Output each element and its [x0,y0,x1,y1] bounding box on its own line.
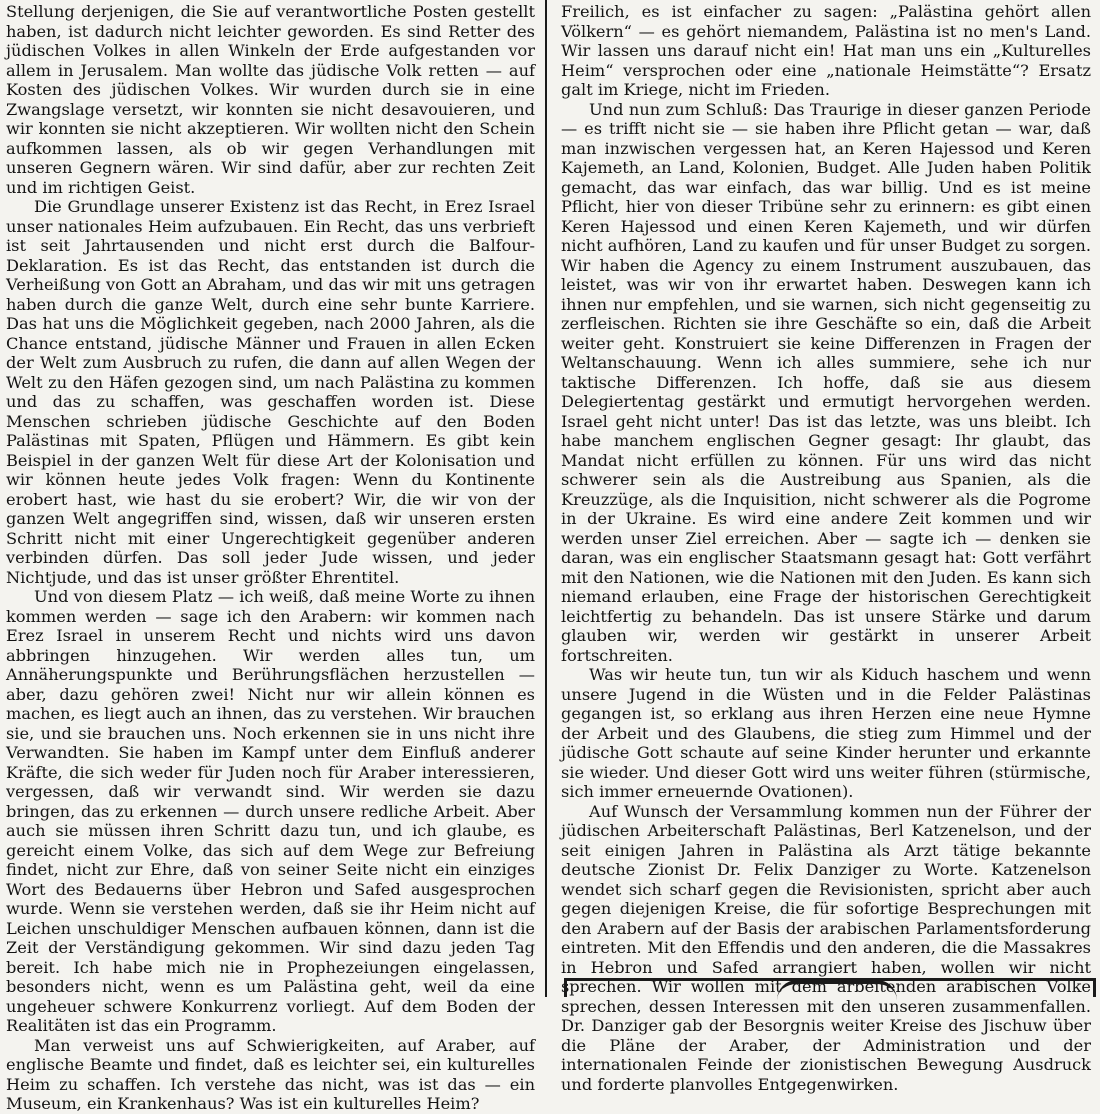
paragraph: Was wir heute tun, tun wir als Kiduch haschem und wenn unsere Jugend in die Wüsten und in die Felder Palästinas gegangen ist, so erklang aus ihren Herzen eine neue Hymne der Arbeit und des Glaubens, die stieg zum Himmel und der jüdische Gott schaute auf seine Kinder herunter und erkannte sie wieder. Und dieser Gott wird uns weiter führen (stürmische, sich immer erneuernde Ovationen). [561,665,1091,801]
paragraph: Stellung derjenigen, die Sie auf verantwortliche Posten gestellt haben, ist dadurch nicht leichter geworden. Es sind Retter des jüdischen Volkes in allen Winkeln der Erde aufgestanden vor allem in Jerusalem. Man wollte das jüdische Volk retten — auf Kosten des jüdischen Volkes. Wir wurden durch sie in eine Zwangslage versetzt, wir konnten sie nicht desavouieren, und wir konnten sie nicht akzeptieren. Wir wollten nicht den Schein aufkommen lassen, als ob wir gegen Verhandlungen mit unseren Gegnern wären. Wir sind dafür, aber zur rechten Zeit und im richtigen Geist. [6,2,535,197]
paragraph: Und nun zum Schluß: Das Traurige in dieser ganzen Periode — es trifft nicht sie — sie haben ihre Pflicht getan — war, daß man inzwischen vergessen hat, an Keren Hajessod und Keren Kajemeth, an Land, Kolonien, Budget. Alle Juden haben Politik gemacht, das war einfach, das war billig. Und es ist meine Pflicht, hier von dieser Tribüne sehr zu erinnern: es gibt einen Keren Hajessod und einen Keren Kajemeth, und wir dürfen nicht aufhören, Land zu kaufen und für unser Budget zu sorgen. Wir haben die Agency zu einem Instrument auszubauen, das leistet, was wir von ihr erwartet haben. Deswegen kann ich ihnen nur empfehlen, und sie warnen, sich nicht gegenseitig zu zerfleischen. Richten sie ihre Geschäfte so ein, daß die Arbeit weiter geht. Konstruiert sie keine Differenzen in Fragen der Weltanschauung. Wenn ich alles summiere, sehe ich nur taktische Differenzen. Ich hoffe, daß sie aus diesem Delegiertentag gestärkt und ermutigt hervorgehen werden. Israel geht nicht unter! Das ist das letzte, was uns bleibt. Ich habe manchem englischen Gegner gesagt: Ihr glaubt, das Mandat nicht erfüllen zu können. Für uns wird das nicht schwerer sein als die Austreibung aus Spanien, als die Kreuzzüge, als die Inquisition, nicht schwerer als die Pogrome in der Ukraine. Es wird eine andere Zeit kommen und wir werden unser Ziel erreichen. Aber — sagte ich — denken sie daran, was ein englischer Staatsmann gesagt hat: Gott verfährt mit den Nationen, wie die Nationen mit den Juden. Es kann sich niemand erlauben, eine Frage der historischen Gerechtigkeit leichtfertig zu behandeln. Das ist unsere Stärke und darum glauben wir, werden wir gestärkt in unserer Arbeit fortschreiten. [561,99,1091,665]
paragraph: Die Grundlage unserer Existenz ist das Recht, in Erez Israel unser nationales Heim aufzubauen. Ein Recht, das uns verbrieft ist seit Jahrtausenden und nicht erst durch die Balfour-Deklaration. Es ist das Recht, das entstanden ist durch die Verheißung von Gott an Abraham, und das wir mit uns getragen haben durch die ganze Welt, durch eine sehr bunte Karriere. Das hat uns die Möglichkeit gegeben, nach 2000 Jahren, als die Chance entstand, jüdische Männer und Frauen in allen Ecken der Welt zum Ausbruch zu rufen, die dann auf allen Wegen der Welt zu den Häfen gezogen sind, um nach Palästina zu kommen und das zu schaffen, was geschaffen worden ist. Diese Menschen schrieben jüdische Geschichte auf den Boden Palästinas mit Spaten, Pflügen und Hämmern. Es gibt kein Beispiel in der ganzen Welt für diese Art der Kolonisation und wir können heute jedes Volk fragen: Wenn du Kontinente erobert hast, wie hast du sie erobert? Wir, die wir von der ganzen Welt angegriffen sind, wissen, daß wir unseren ersten Schritt nicht mit einer Ungerechtigkeit gegenüber anderen verbinden dürfen. Das soll jeder Jude wissen, und jeder Nichtjude, und das ist unser größter Ehrentitel. [6,197,535,587]
paragraph: Freilich, es ist einfacher zu sagen: „Palästina gehört allen Völkern“ — es gehört niemandem, Palästina ist no men's Land. Wir lassen uns darauf nicht ein! Hat man uns ein „Kulturelles Heim“ versprochen oder eine „nationale Heimstätte“? Ersatz galt im Kriege, nicht im Frieden. [561,2,1091,99]
ornament-arc [777,980,897,1000]
paragraph: Auf Wunsch der Versammlung kommen nun der Führer der jüdischen Arbeiterschaft Palästinas, Berl Katzenelson, und der seit einigen Jahren in Palästina als Arzt tätige bekannte deutsche Zionist Dr. Felix Danziger zu Worte. Katzenelson wendet sich scharf gegen die Revisionisten, spricht aber auch gegen diejenigen Kreise, die für sofortige Besprechungen mit den Arabern auf der Basis der arabischen Parlamentsforderung eintreten. Mit den Effendis und den anderen, die die Massakres in Hebron und Safed arrangiert haben, wollen wir nicht sprechen. Wir wollen mit dem arbeitenden arabischen Volke sprechen, dessen Interessen mit den unseren zusammenfallen. Dr. Danziger gab der Besorgnis weiter Kreise des Jischuw über die Pläne der Araber, der Administration und der internationalen Feinde der zionistischen Bewegung Ausdruck und forderte planvolles Entgegenwirken. [561,801,1091,1094]
paragraph: Und von diesem Platz — ich weiß, daß meine Worte zu ihnen kommen werden — sage ich den Arabern: wir kommen nach Erez Israel in unserem Recht und nichts wird uns davon abbringen hinzugehen. Wir werden alles tun, um Annäherungspunkte und Berührungsflächen herzustellen — aber, dazu gehören zwei! Nicht nur wir allein können es machen, es liegt auch an ihnen, das zu verstehen. Wir brauchen sie, und sie brauchen uns. Noch erkennen sie in uns nicht ihre Verwandten. Sie haben im Kampf unter dem Einfluß anderer Kräfte, die sich weder für Juden noch für Araber interessieren, vergessen, daß wir verwandt sind. Wir werden sie dazu bringen, das zu erkennen — durch unsere redliche Arbeit. Aber auch sie müssen ihren Schritt dazu tun, und ich glaube, es gereicht einem Volke, das sich auf dem Wege zur Befreiung findet, nicht zur Ehre, daß von seiner Seite nicht ein einziges Wort des Bedauerns über Hebron und Safed ausgesprochen wurde. Wenn sie verstehen werden, daß sie ihr Heim nicht auf Leichen unschuldiger Menschen aufbauen können, dann ist die Zeit der Verständigung gekommen. Wir sind dazu jeden Tag bereit. Ich habe mich nie in Prophezeiungen eingelassen, besonders nicht, wenn es um Palästina geht, weil da eine ungeheuer schwere Konkurrenz vorliegt. Auf dem Boden der Realitäten ist das ein Programm. [6,587,535,1035]
right-text-column [547,0,1093,1094]
paragraph: Man verweist uns auf Schwierigkeiten, auf Araber, auf englische Beamte und findet, daß es leichter sei, ein kulturelles Heim zu schaffen. Ich verstehe das nicht, was ist das — ein Museum, ein Krankenhaus? Was ist ein kulturelles Heim? [6,1035,535,1113]
next-article-frame [564,978,1096,997]
left-text-column [4,0,545,1113]
